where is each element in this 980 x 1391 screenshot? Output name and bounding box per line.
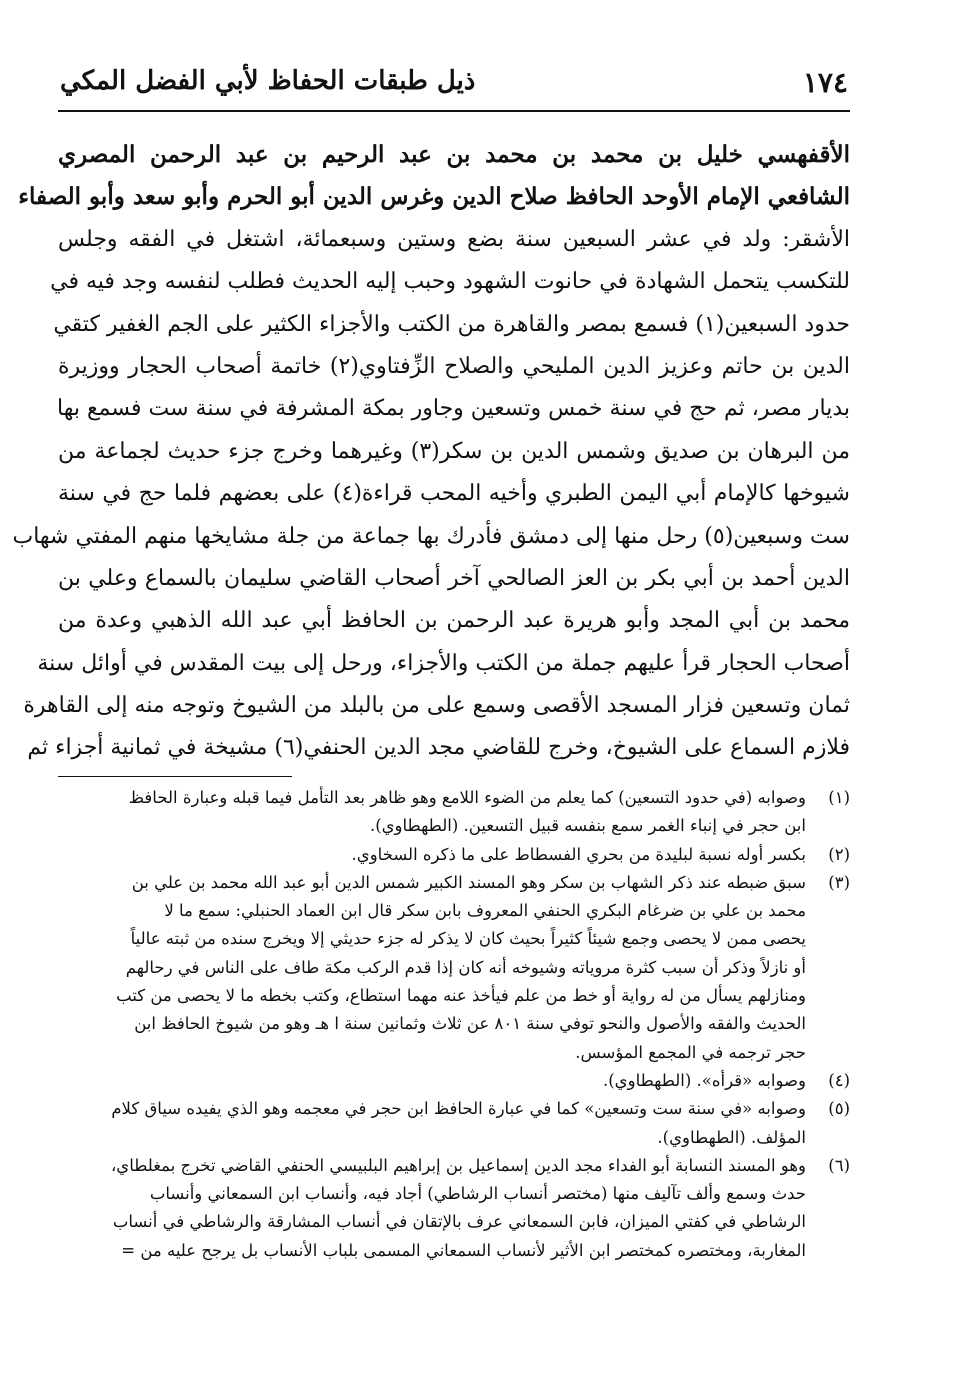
footnote-line: ابن حجر في إنباء الغمر سمع بنفسه قبيل التسعين. (الطهطاوي). (369, 816, 806, 836)
footnote-line: وصوابه «في سنة ست وتسعين» كما في عبارة الحافظ ابن حجر في معجمه وهو الذي يفيده سياق كلام (111, 1099, 806, 1119)
footnote-separator (58, 776, 292, 777)
footnote-line: يحصى ممن لا يحصى وجمع شيئاً كثيراً بحيث كان لا يذكر له جزء حديثي إلا ويخرج سنده من ثبته عالياً (130, 929, 806, 949)
body-line: ثمان وتسعين فزار المسجد الأقصى وسمع على من بالبلد من الشيوخ وتوجه منه إلى القاهرة (23, 693, 850, 719)
footnote-number: (٥) (828, 1099, 850, 1119)
footnote-line: الرشاطي في كفتي الميزان، فابن السمعاني عرف بالإتقان في أنساب المشارقة والرشاطي في أنساب (112, 1212, 806, 1232)
body-line: فلازم السماع على الشيوخ، وخرج للقاضي مجد الدين الحنفي(٦) مشيخة في ثمانية أجزاء ثم (27, 735, 850, 761)
footnote-line: وهو المسند النسابة أبو الفداء مجد الدين إسماعيل بن إبراهيم البلبيسي الحنفي القاضي تخرج بمغلطاي، (110, 1155, 806, 1175)
footnote-line: المغاربة، ومختصره كمختصر ابن الأثير لأنساب السمعاني المسمى بلباب الأنساب بل يرجح عليه من = (121, 1240, 806, 1260)
footnotes (58, 784, 850, 1265)
body-line: محمد بن أبي المجد وأبو هريرة عبد الرحمن بن الحافظ أبي عبد الله الذهبي وعدة من (58, 608, 850, 634)
footnote-line: وصوابه «قرأه». (الطهطاوي). (603, 1070, 806, 1090)
body-line: للتكسب يتحمل الشهادة في حانوت الشهود وحبب إليه الحديث فطلب لنفسه وجد فيه في (50, 269, 850, 295)
running-title: ذيل طبقات الحفاظ لأبي الفضل المكي (60, 66, 476, 96)
footnote-line: سبق ضبطه عند ذكر الشهاب بن سكر وهو المسند الكبير شمس الدين أبو عبد الله محمد بن علي بن (131, 872, 806, 892)
body-line: الشافعي الإمام الأوحد الحافظ صلاح الدين وغرس الدين أبو الحرم وأبو سعد وأبو الصفاء (18, 183, 850, 211)
body-line: الدين أحمد بن أبي بكر بن العز الصالحي آخر أصحاب القاضي سليمان بالسماع وعلي بن (58, 565, 850, 591)
body-line: الدين بن حاتم وعزيز الدين المليحي والصلاح الزِّفتاوي(٢) خاتمة أصحاب الحجار ووزيرة (58, 353, 851, 379)
footnote-number: (٤) (828, 1070, 850, 1090)
footnote-line: ومنازلهم يسأل من له رواية أو خط من علم فيأخذ عنه مهما استطاع، وكتب بخطه ما لا يحصى من كتب (116, 986, 806, 1006)
footnote-6 (58, 1152, 850, 1265)
body-line: ست وسبعين(٥) رحل منها إلى دمشق فأدرك بها جماعة من جلة مشايخها منهم المفتي شهاب (12, 523, 850, 549)
footnote-line: حدث وسمع وألف تآليف منها (مختصر أنساب الرشاطي) أجاد فيه، وأنساب ابن السمعاني وأنساب (149, 1184, 806, 1204)
body-line: الأشقر: ولد في عشر السبعين سنة بضع وستين وسبعمائة، اشتغل في الفقه وجلس (58, 226, 850, 252)
body-line: من البرهان بن صديق وشمس الدين بن سكر(٣) وغيرهما وخرج جزء حديث لجماعة من (58, 438, 850, 464)
footnote-number: (٦) (828, 1155, 850, 1175)
page-header (58, 60, 850, 112)
body-line: شيوخها كالإمام أبي اليمن الطبري وأخيه المحب قراءة(٤) على بعضهم فلما حج في سنة (58, 481, 850, 507)
footnote-line: محمد بن علي بن ضرغام البكري الحنفي المعروف بابن سكر قال ابن العماد الحنبلي: سمع ما لا (164, 901, 806, 921)
body-line: حدود السبعين(١) فسمع بمصر والقاهرة من الكتب والأجزاء الكثير على الجم الغفير كتقي (53, 311, 850, 337)
footnote-number: (٢) (828, 844, 850, 864)
book-page (12, 0, 851, 1391)
body-line: الأقفهسي خليل بن محمد بن محمد بن عبد الرحيم بن عبد الرحمن المصري (58, 141, 850, 168)
footnote-line: حجر ترجمه في المجمع المؤسس. (575, 1042, 806, 1062)
body-line: بديار مصر، ثم حج في سنة خمس وتسعين وجاور بمكة المشرفة في سنة ست فسمع بها (56, 396, 850, 422)
footnote-5 (58, 1095, 850, 1152)
footnote-number: (١) (828, 788, 850, 807)
footnote-line: المؤلف. (الطهطاوي). (657, 1127, 806, 1147)
footnote-line: أو نازلاً وذكر أن سبب كثرة مروياته وشيوخه أنه كان إذا قدم الركب مكة طاف على الناس في رحالهم (125, 957, 806, 977)
footnote-line: وصوابه (في حدود التسعين) كما يعلم من الضوء اللامع وهو ظاهر بعد التأمل فيما قبله وعبارة الحافظ (128, 788, 806, 807)
main-text (12, 134, 851, 770)
footnote-4 (58, 1067, 850, 1095)
body-line: أصحاب الحجار قرأ عليهم جملة من الكتب والأجزاء، ورحل إلى بيت المقدس في أوائل سنة (37, 650, 850, 676)
footnote-1 (58, 784, 850, 841)
footnote-line: بكسر أوله نسبة لبليدة من بحري الفسطاط على ما ذكره السخاوي. (351, 844, 806, 864)
footnote-line: الحديث والفقه والأصول والنحو توفي سنة ٨٠١ عن ثلاث وثمانين سنة ا هـ وهو من شيوخ الحافظ ابن (134, 1014, 806, 1034)
footnote-3 (58, 869, 850, 1067)
footnote-2 (58, 841, 850, 869)
footnote-number: (٣) (828, 872, 850, 892)
page-number: ١٧٤ (802, 66, 848, 99)
